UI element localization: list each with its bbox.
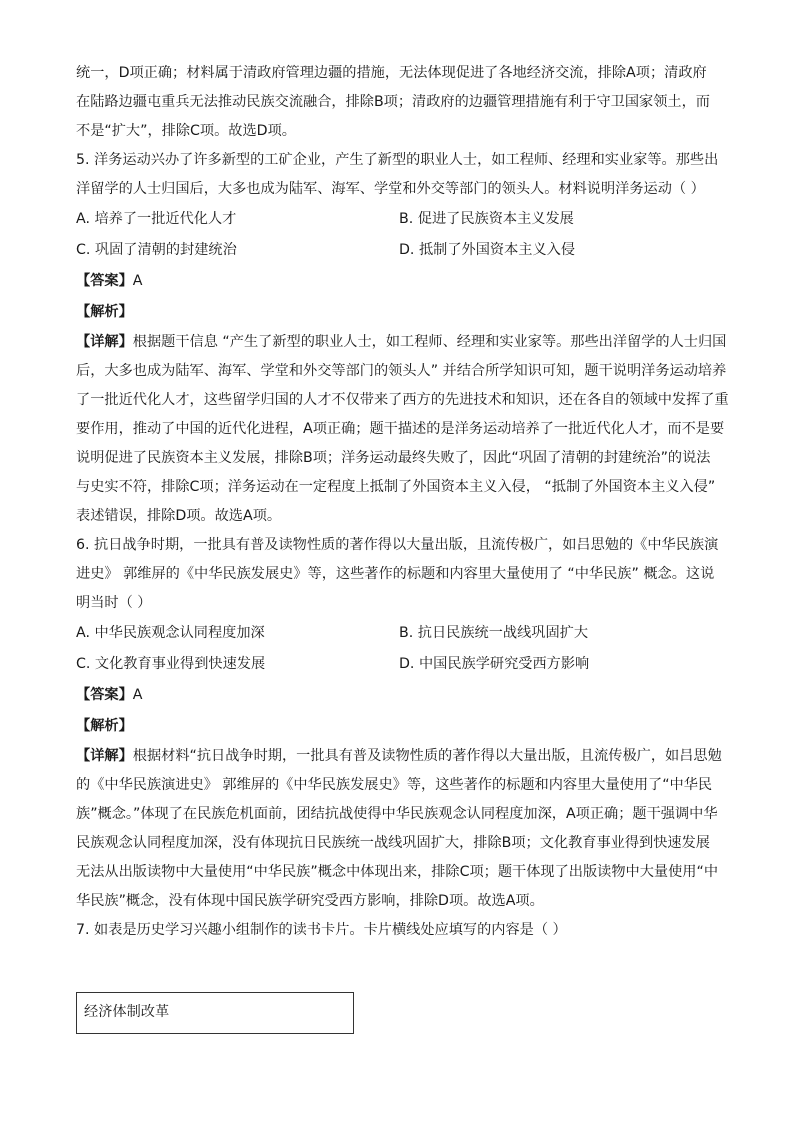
question-6-stem: 6. 抗日战争时期，一批具有普及读物性质的著作得以大量出版，且流传极广，如吕思勉的《中华民族演 <box>76 537 719 553</box>
option-a: A. 中华民族观念认同程度加深 <box>76 625 265 641</box>
detail-text: 根据题干信息 “产生了新型的职业人士，如工程师、经理和实业家等。那些出洋留学的人士归国 <box>132 334 727 350</box>
detail-tag: 【详解】 <box>76 748 133 764</box>
question-5-stem: 5. 洋务运动兴办了许多新型的工矿企业，产生了新型的职业人士，如工程师、经理和实业家等。那些出 <box>76 152 719 168</box>
question-6-answer <box>76 680 726 711</box>
analysis-tag: 【解析】 <box>76 304 133 320</box>
question-6-detail: 的《中华民族演进史》 郭维屏的《中华民族发展史》等，这些著作的标题和内容里大量使用了“中华民 <box>76 777 713 793</box>
question-5-detail: 表述错误，排除D项。故选A项。 <box>76 508 282 524</box>
question-5-stem: 洋留学的人士归国后，大多也成为陆军、海军、学堂和外交等部门的领头人。材料说明洋务运动（ ） <box>76 181 705 197</box>
answer-tag: 【答案】 <box>76 273 133 289</box>
question-5-detail: 了一批近代化人才，这些留学归国的人才不仅带来了西方的先进技术和知识，还在各自的领域中发挥了重 <box>76 392 729 408</box>
question-7-stem: 7. 如表是历史学习兴趣小组制作的读书卡片。卡片横线处应填写的内容是（ ） <box>76 922 567 938</box>
question-6-options-row-2 <box>76 649 726 680</box>
question-5-detail: 后，大多也成为陆军、海军、学堂和外交等部门的领头人” 并结合所学知识可知，题干说明洋务运动培养 <box>76 363 727 379</box>
option-b: B. 促进了民族资本主义发展 <box>399 211 574 227</box>
question-6-detail: 无法从出版读物中大量使用“中华民族”概念中体现出来，排除C项；题干体现了出版读物中大量使用“中 <box>76 864 719 880</box>
question-5-detail: 与史实不符，排除C项；洋务运动在一定程度上抵制了外国资本主义入侵， “抵制了外国资本主义入侵” <box>76 479 716 495</box>
answer-value: A <box>132 687 143 703</box>
question-5-detail: 说明促进了民族资本主义发展，排除B项；洋务运动最终失败了，因此“巩固了清朝的封建统治”的说法 <box>76 450 711 466</box>
question-6-detail: 民族观念认同程度加深，没有体现抗日民族统一战线巩固扩大，排除B项；文化教育事业得到快速发展 <box>76 835 710 851</box>
detail-text: 根据材料“抗日战争时期，一批具有普及读物性质的著作得以大量出版，且流传极广，如吕思勉 <box>132 748 722 764</box>
option-d: D. 中国民族学研究受西方影响 <box>399 656 590 672</box>
reading-card-cell: 经济体制改革 <box>84 1004 170 1020</box>
question-6-analysis <box>76 711 726 742</box>
text-line: 在陆路边疆屯重兵无法推动民族交流融合，排除B项；清政府的边疆管理措施有利于守卫国家领土，而 <box>76 94 710 110</box>
question-5-analysis <box>76 297 726 328</box>
question-5-answer <box>76 266 726 297</box>
option-c: C. 巩固了清朝的封建统治 <box>76 242 237 258</box>
question-5-options-row-1 <box>76 204 726 235</box>
text-line: 统一，D项正确；材料属于清政府管理边疆的措施，无法体现促进了各地经济交流，排除A项；清政府 <box>76 65 707 81</box>
reading-card-table <box>76 992 354 1034</box>
detail-tag: 【详解】 <box>76 334 133 350</box>
question-6-detail: 华民族”概念，没有体现中国民族学研究受西方影响，排除D项。故选A项。 <box>76 893 544 909</box>
document-body <box>76 59 729 945</box>
option-d: D. 抵制了外国资本主义入侵 <box>399 242 576 258</box>
option-c: C. 文化教育事业得到快速发展 <box>76 656 266 672</box>
analysis-tag: 【解析】 <box>76 718 133 734</box>
question-6-detail: 族”概念。”体现了在民族危机面前，团结抗战使得中华民族观念认同程度加深，A项正确；题干强调中华 <box>76 806 718 822</box>
question-5-detail: 要作用，推动了中国的近代化进程，A项正确；题干描述的是洋务运动培养了一批近代化人才，而不是要 <box>76 421 725 437</box>
answer-tag: 【答案】 <box>76 687 133 703</box>
question-6-detail <box>76 742 726 771</box>
question-6-stem: 进史》 郭维屏的《中华民族发展史》等，这些著作的标题和内容里大量使用了 “中华民族” 概念。这说 <box>76 566 715 582</box>
question-5-detail <box>76 328 726 357</box>
answer-value: A <box>132 273 143 289</box>
option-a: A. 培养了一批近代化人才 <box>76 211 237 227</box>
question-6-options-row-1 <box>76 618 726 649</box>
text-line: 不是“扩大”，排除C项。故选D项。 <box>76 123 296 139</box>
option-b: B. 抗日民族统一战线巩固扩大 <box>399 625 589 641</box>
question-6-stem: 明当时（ ） <box>76 595 152 611</box>
question-5-options-row-2 <box>76 235 726 266</box>
